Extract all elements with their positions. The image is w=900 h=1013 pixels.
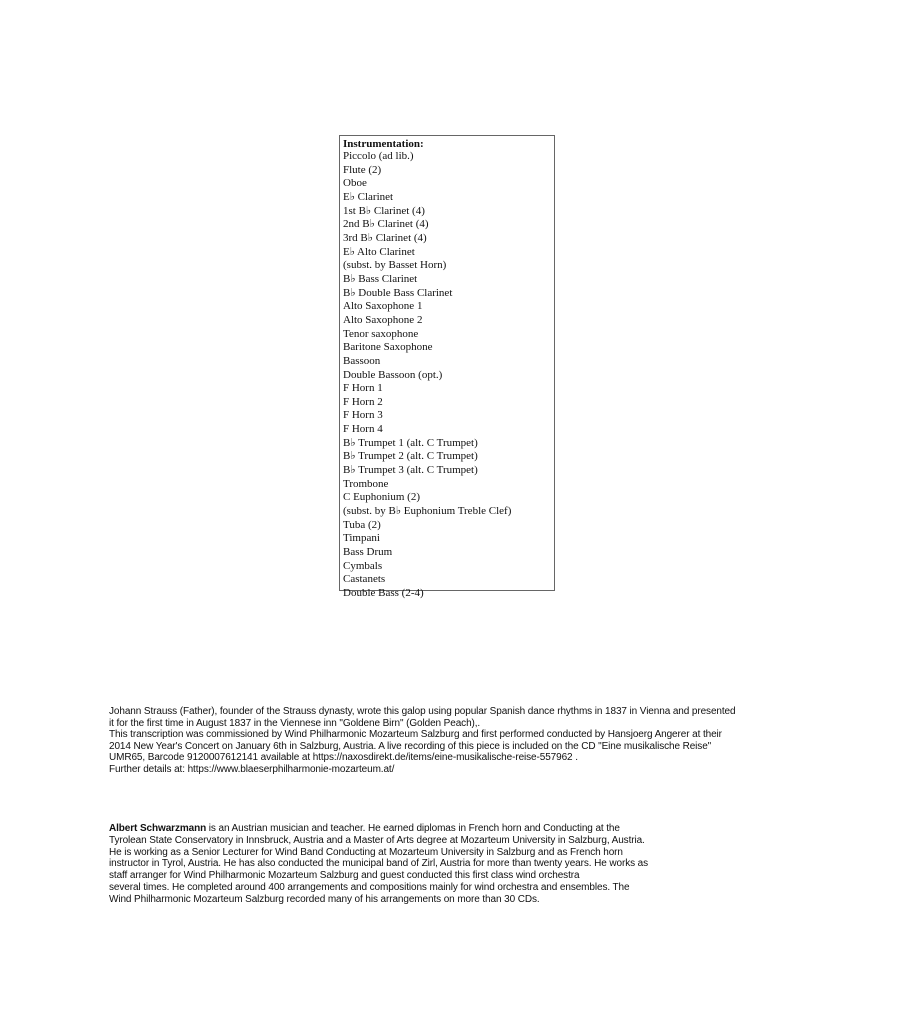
instrument-item: 2nd B♭ Clarinet (4) bbox=[343, 218, 429, 231]
instrument-item: Tuba (2) bbox=[343, 518, 381, 531]
bio-line: staff arranger for Wind Philharmonic Mozarteum Salzburg and guest conducted this first class wind orchestra bbox=[109, 870, 580, 882]
bio-line: Tyrolean State Conservatory in Innsbruck, Austria and a Master of Arts degree at Mozarteum University in Salzburg, Austria. bbox=[109, 834, 645, 846]
instrument-item: Baritone Saxophone bbox=[343, 341, 433, 354]
bio-first-line bbox=[109, 823, 839, 835]
intro-line: UMR65, Barcode 9120007612141 available at https://naxosdirekt.de/items/eine-musikalische-reise-557962 . bbox=[109, 752, 578, 763]
instrument-item: Bassoon bbox=[343, 354, 381, 367]
instrument-item: Trombone bbox=[343, 477, 389, 490]
instrument-item: Tenor saxophone bbox=[343, 327, 419, 340]
instrument-item: Alto Saxophone 2 bbox=[343, 313, 423, 326]
instrument-item: F Horn 2 bbox=[343, 395, 383, 408]
instrument-item: E♭ Clarinet bbox=[343, 190, 394, 203]
instrument-item: F Horn 1 bbox=[343, 382, 383, 395]
intro-line: Johann Strauss (Father), founder of the Strauss dynasty, wrote this galop using popular Spanish dance rhythms in 1837 in Vienna and presented bbox=[109, 706, 736, 717]
instrument-item: B♭ Double Bass Clarinet bbox=[343, 286, 453, 299]
instrument-item: Bass Drum bbox=[343, 546, 393, 559]
instrument-item: B♭ Trumpet 3 (alt. C Trumpet) bbox=[343, 464, 478, 477]
instrument-item: F Horn 3 bbox=[343, 409, 383, 422]
instrument-item: C Euphonium (2) bbox=[343, 491, 420, 504]
bio-line: instructor in Tyrol, Austria. He has also conducted the municipal band of Zirl, Austria for more than twenty years. He works as bbox=[109, 858, 649, 870]
instrument-item: Piccolo (ad lib.) bbox=[343, 150, 414, 162]
instrument-item: Cymbals bbox=[343, 559, 383, 572]
intro-line: it for the first time in August 1837 in the Viennese inn "Goldene Birn" (Golden Peach),. bbox=[109, 717, 481, 729]
instrument-item: E♭ Alto Clarinet bbox=[343, 245, 415, 258]
bio-line: He is working as a Senior Lecturer for Wind Band Conducting at Mozarteum University in Salzburg and as French horn bbox=[109, 846, 623, 858]
instrument-item: B♭ Trumpet 1 (alt. C Trumpet) bbox=[343, 436, 478, 449]
intro-line: 2014 New Year's Concert on January 6th in Salzburg, Austria. A live recording of this piece is included on the CD "Eine musikalische Reise" bbox=[109, 740, 712, 752]
bio-first-line-text: is an Austrian musician and teacher. He earned diplomas in French horn and Conducting at the bbox=[206, 823, 620, 834]
intro-line: This transcription was commissioned by Wind Philharmonic Mozarteum Salzburg and first performed conducted by Hansjoerg Angerer at their bbox=[109, 729, 722, 740]
instrument-item: Timpani bbox=[343, 532, 380, 545]
instrument-item: Double Bass (2-4) bbox=[343, 587, 424, 599]
intro-paragraph bbox=[109, 706, 839, 775]
instrument-item: Double Bassoon (opt.) bbox=[343, 368, 443, 381]
instrumentation-box bbox=[339, 135, 555, 599]
instrument-item: (subst. by Basset Horn) bbox=[343, 259, 447, 272]
instrument-item: Alto Saxophone 1 bbox=[343, 300, 423, 313]
instrument-item: B♭ Trumpet 2 (alt. C Trumpet) bbox=[343, 450, 478, 463]
instrument-item: 1st B♭ Clarinet (4) bbox=[343, 204, 425, 217]
arranger-bio bbox=[109, 823, 839, 906]
arranger-name: Albert Schwarzmann bbox=[109, 823, 207, 834]
bio-line: Wind Philharmonic Mozarteum Salzburg recorded many of his arrangements on more than 30 CDs. bbox=[109, 893, 540, 905]
bio-line: several times. He completed around 400 arrangements and compositions mainly for wind orchestra and ensembles. The bbox=[109, 881, 630, 893]
instrument-item: Oboe bbox=[343, 177, 367, 190]
instrument-item: Flute (2) bbox=[343, 163, 382, 176]
instrument-item: F Horn 4 bbox=[343, 423, 383, 436]
instrument-item: B♭ Bass Clarinet bbox=[343, 272, 418, 285]
intro-line: Further details at: https://www.blaeserphilharmonie-mozarteum.at/ bbox=[109, 763, 395, 775]
instrumentation-list bbox=[343, 150, 554, 601]
instrument-item: 3rd B♭ Clarinet (4) bbox=[343, 231, 427, 244]
instrument-item: (subst. by B♭ Euphonium Treble Clef) bbox=[343, 505, 512, 518]
instrument-item: Castanets bbox=[343, 573, 386, 586]
instrumentation-heading: Instrumentation: bbox=[343, 138, 424, 150]
